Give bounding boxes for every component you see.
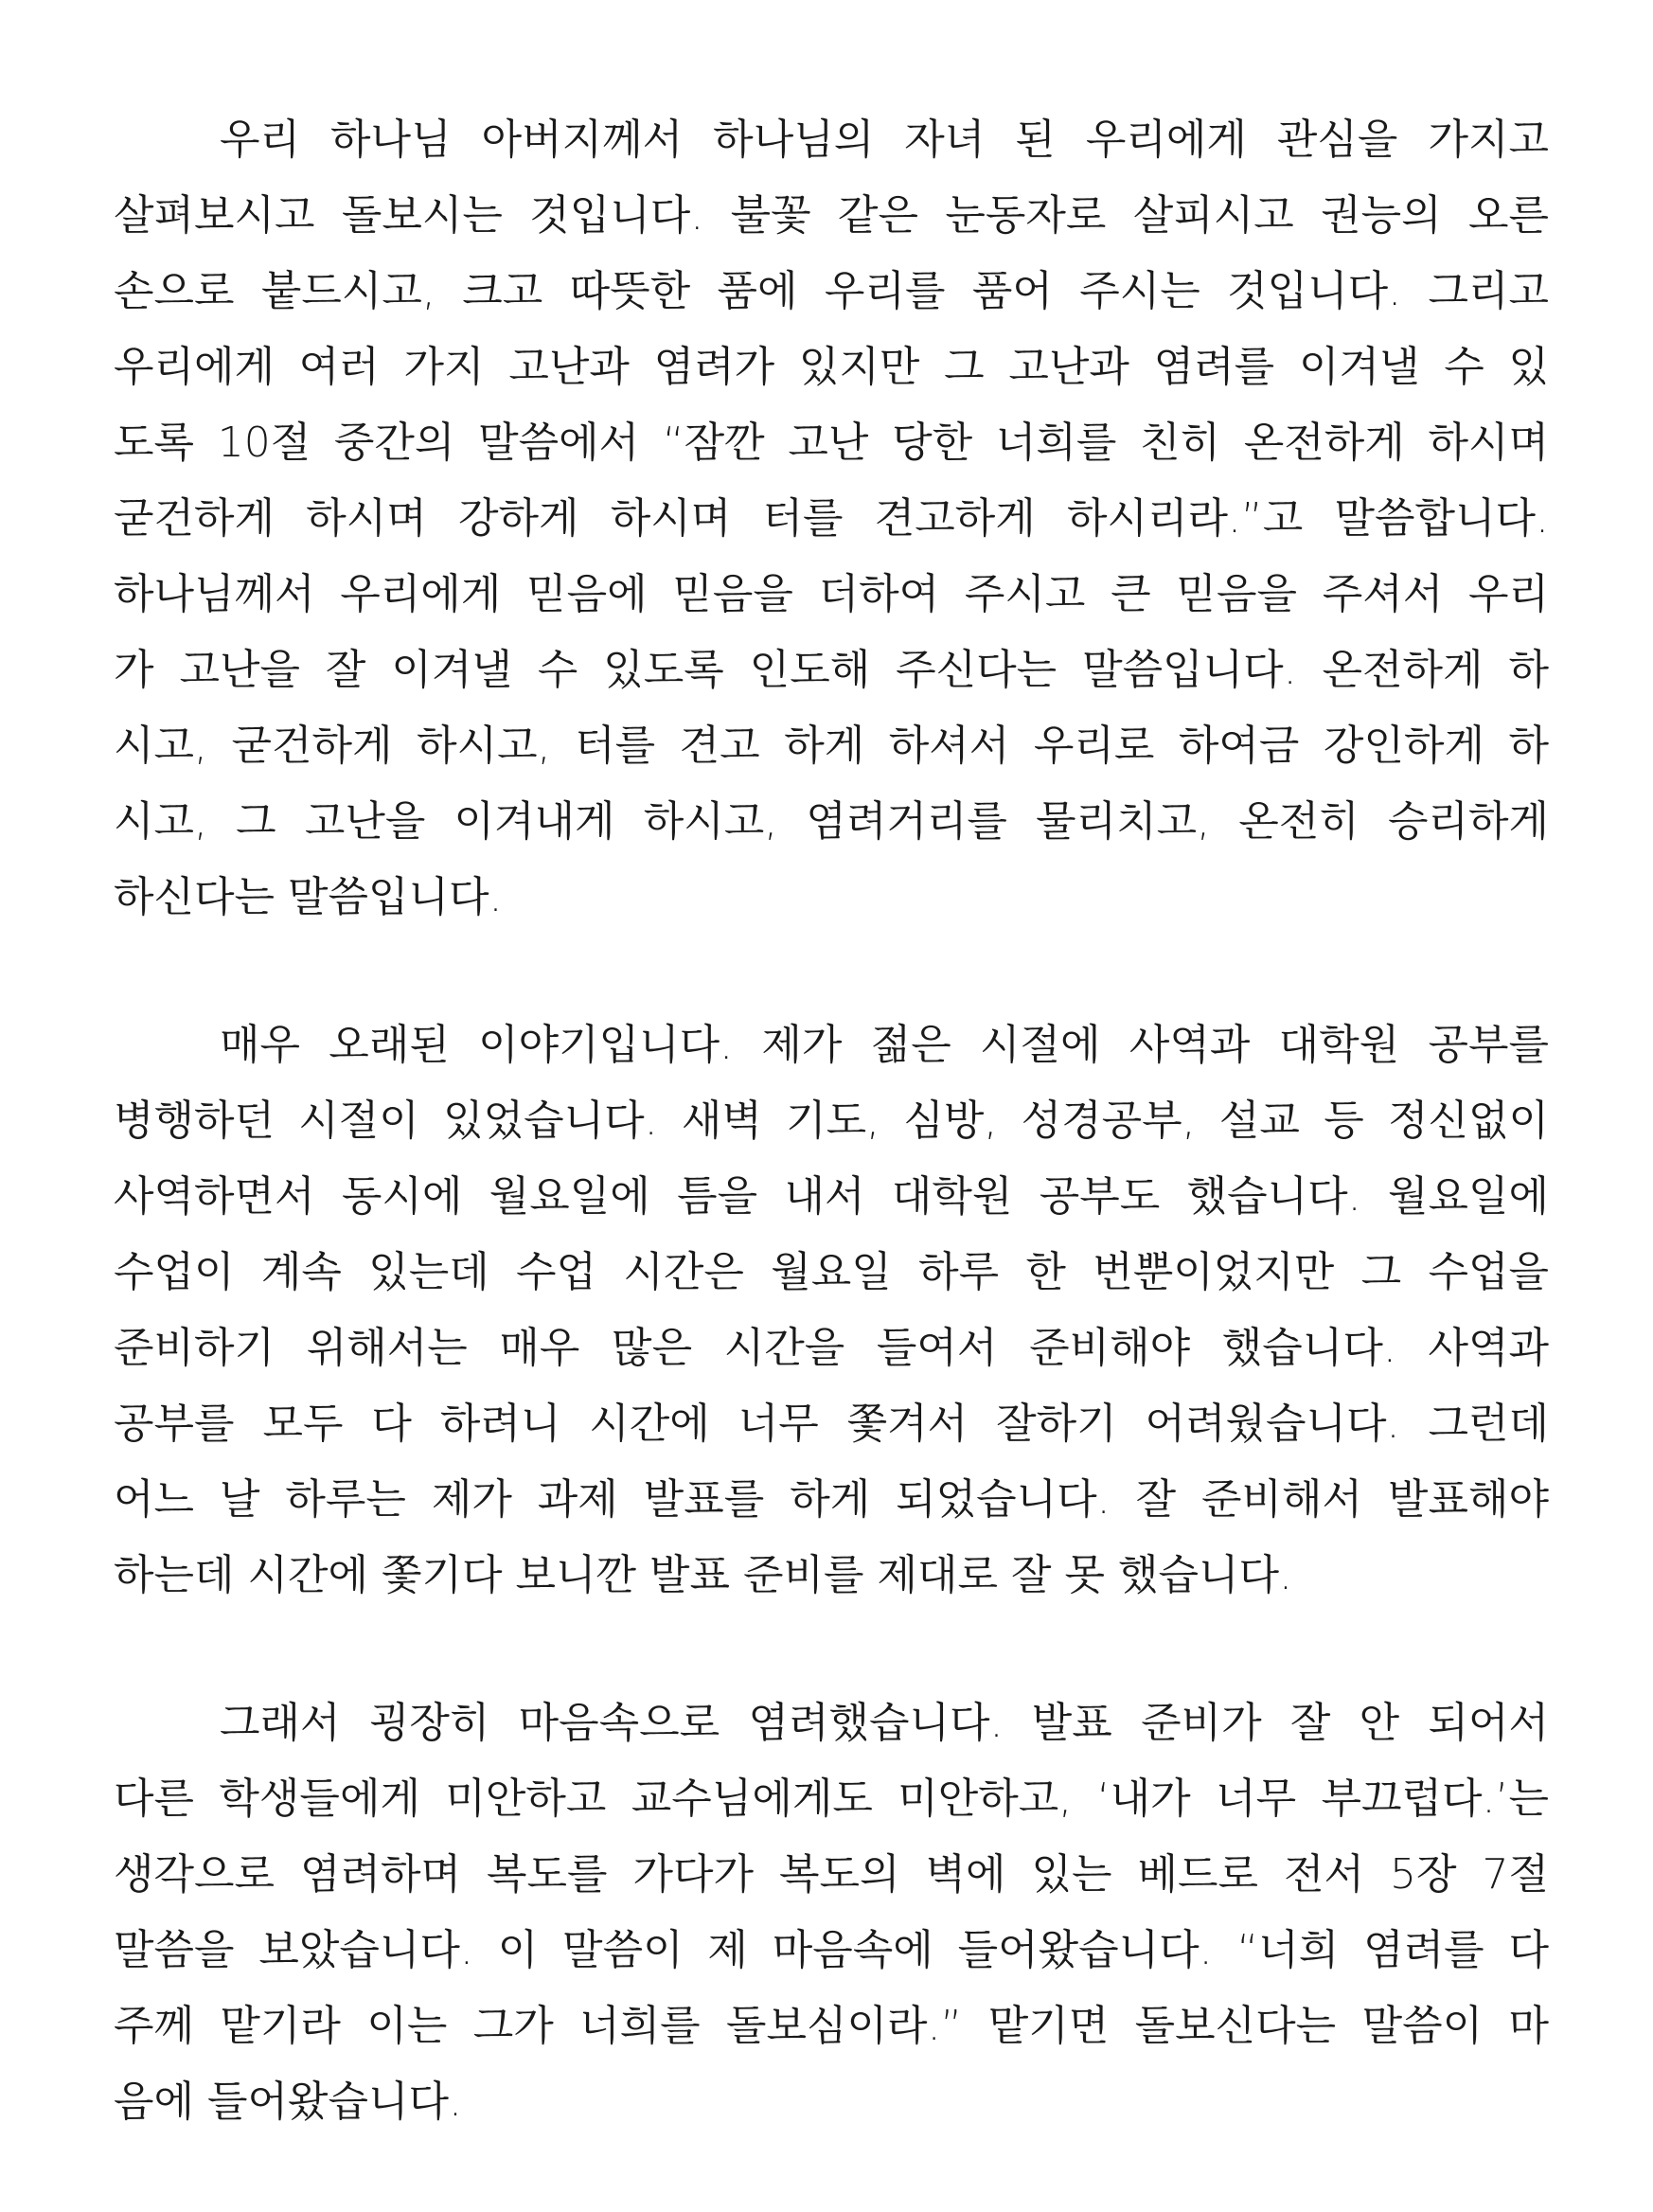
text-line: 준비하기 위해서는 매우 많은 시간을 들여서 준비해야 했습니다. 사역과 xyxy=(114,1324,1549,1372)
paragraph-2 xyxy=(114,1008,1549,1614)
text-line: 도록 10절 중간의 말씀에서 “잠깐 고난 당한 너희를 친히 온전하게 하시며 xyxy=(114,419,1549,467)
text-line: 수업이 계속 있는데 수업 시간은 월요일 하루 한 번뿐이었지만 그 수업을 xyxy=(114,1248,1549,1296)
text-line: 공부를 모두 다 하려니 시간에 너무 쫓겨서 잘하기 어려웠습니다. 그런데 xyxy=(114,1400,1549,1448)
text-line: 시고, 그 고난을 이겨내게 하시고, 염려거리를 물리치고, 온전히 승리하게 xyxy=(114,797,1549,846)
paragraph-1 xyxy=(114,102,1549,936)
text-line: 매우 오래된 이야기입니다. 제가 젊은 시절에 사역과 대학원 공부를 xyxy=(220,1021,1549,1069)
text-line: 주께 맡기라 이는 그가 너희를 돌보심이라.” 맡기면 돌보신다는 말씀이 마 xyxy=(114,2002,1549,2050)
text-line: 시고, 굳건하게 하시고, 터를 견고 하게 하셔서 우리로 하여금 강인하게 하 xyxy=(114,722,1549,770)
document-page xyxy=(114,102,1549,2212)
text-line: 우리 하나님 아버지께서 하나님의 자녀 된 우리에게 관심을 가지고 xyxy=(220,116,1549,164)
paragraph-3 xyxy=(114,1686,1549,2140)
text-line: 살펴보시고 돌보시는 것입니다. 불꽃 같은 눈동자로 살피시고 권능의 오른 xyxy=(114,191,1549,240)
text-line: 하신다는 말씀입니다. xyxy=(114,873,503,921)
text-line: 그래서 굉장히 마음속으로 염려했습니다. 발표 준비가 잘 안 되어서 xyxy=(220,1699,1549,1747)
text-line: 음에 들어왔습니다. xyxy=(114,2078,463,2126)
text-line: 사역하면서 동시에 월요일에 틈을 내서 대학원 공부도 했습니다. 월요일에 xyxy=(114,1172,1549,1221)
text-line: 손으로 붙드시고, 크고 따뜻한 품에 우리를 품어 주시는 것입니다. 그리고 xyxy=(114,267,1549,315)
text-line: 우리에게 여러 가지 고난과 염려가 있지만 그 고난과 염려를 이겨낼 수 있 xyxy=(114,343,1549,391)
text-line: 병행하던 시절이 있었습니다. 새벽 기도, 심방, 성경공부, 설교 등 정신없이 xyxy=(114,1097,1549,1145)
text-line: 가 고난을 잘 이겨낼 수 있도록 인도해 주신다는 말씀입니다. 온전하게 하 xyxy=(114,646,1549,694)
text-line: 생각으로 염려하며 복도를 가다가 복도의 벽에 있는 베드로 전서 5장 7절 xyxy=(114,1850,1549,1899)
text-line: 하나님께서 우리에게 믿음에 믿음을 더하여 주시고 큰 믿음을 주셔서 우리 xyxy=(114,570,1549,618)
text-line: 굳건하게 하시며 강하게 하시며 터를 견고하게 하시리라.”고 말씀합니다. xyxy=(114,494,1549,543)
text-line: 다른 학생들에게 미안하고 교수님에게도 미안하고, ‘내가 너무 부끄럽다.’는 xyxy=(114,1775,1549,1823)
text-line: 말씀을 보았습니다. 이 말씀이 제 마음속에 들어왔습니다. “너희 염려를 다 xyxy=(114,1926,1549,1974)
text-line: 하는데 시간에 쫓기다 보니깐 발표 준비를 제대로 잘 못 했습니다. xyxy=(114,1551,1292,1599)
text-line: 어느 날 하루는 제가 과제 발표를 하게 되었습니다. 잘 준비해서 발표해야 xyxy=(114,1475,1549,1524)
